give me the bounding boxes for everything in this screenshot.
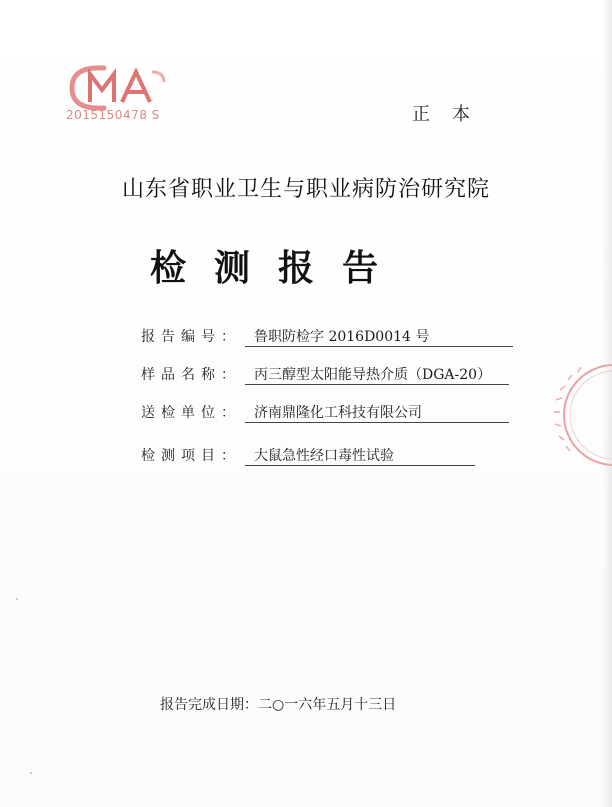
underline bbox=[245, 465, 475, 466]
report-title: 检测报告 bbox=[150, 247, 407, 289]
field-value: 大鼠急性经口毒性试验 bbox=[254, 448, 394, 464]
report-completion-date: 报告完成日期：二○一六年五月十三日 bbox=[160, 697, 397, 713]
underline bbox=[245, 384, 509, 385]
field-label: 样品名称： bbox=[141, 367, 241, 383]
scan-speck bbox=[30, 772, 32, 774]
scan-speck bbox=[16, 598, 18, 600]
field-value: 鲁职防检字 2016D0014 号 bbox=[254, 329, 430, 345]
field-value: 济南鼎隆化工科技有限公司 bbox=[254, 405, 422, 421]
field-label: 送检单位： bbox=[141, 405, 241, 421]
institute-name: 山东省职业卫生与职业病防治研究院 bbox=[121, 177, 490, 202]
field-label: 报告编号： bbox=[141, 329, 241, 345]
underline bbox=[245, 346, 513, 347]
scan-edge-shadow bbox=[602, 0, 612, 807]
cma-certificate-number: 2015150478 S bbox=[66, 108, 160, 122]
field-value: 丙三醇型太阳能导热介质（DGA-20） bbox=[254, 367, 492, 383]
underline bbox=[245, 422, 509, 423]
field-label: 检测项目： bbox=[141, 448, 241, 464]
original-copy-mark: 正本 bbox=[412, 104, 492, 125]
